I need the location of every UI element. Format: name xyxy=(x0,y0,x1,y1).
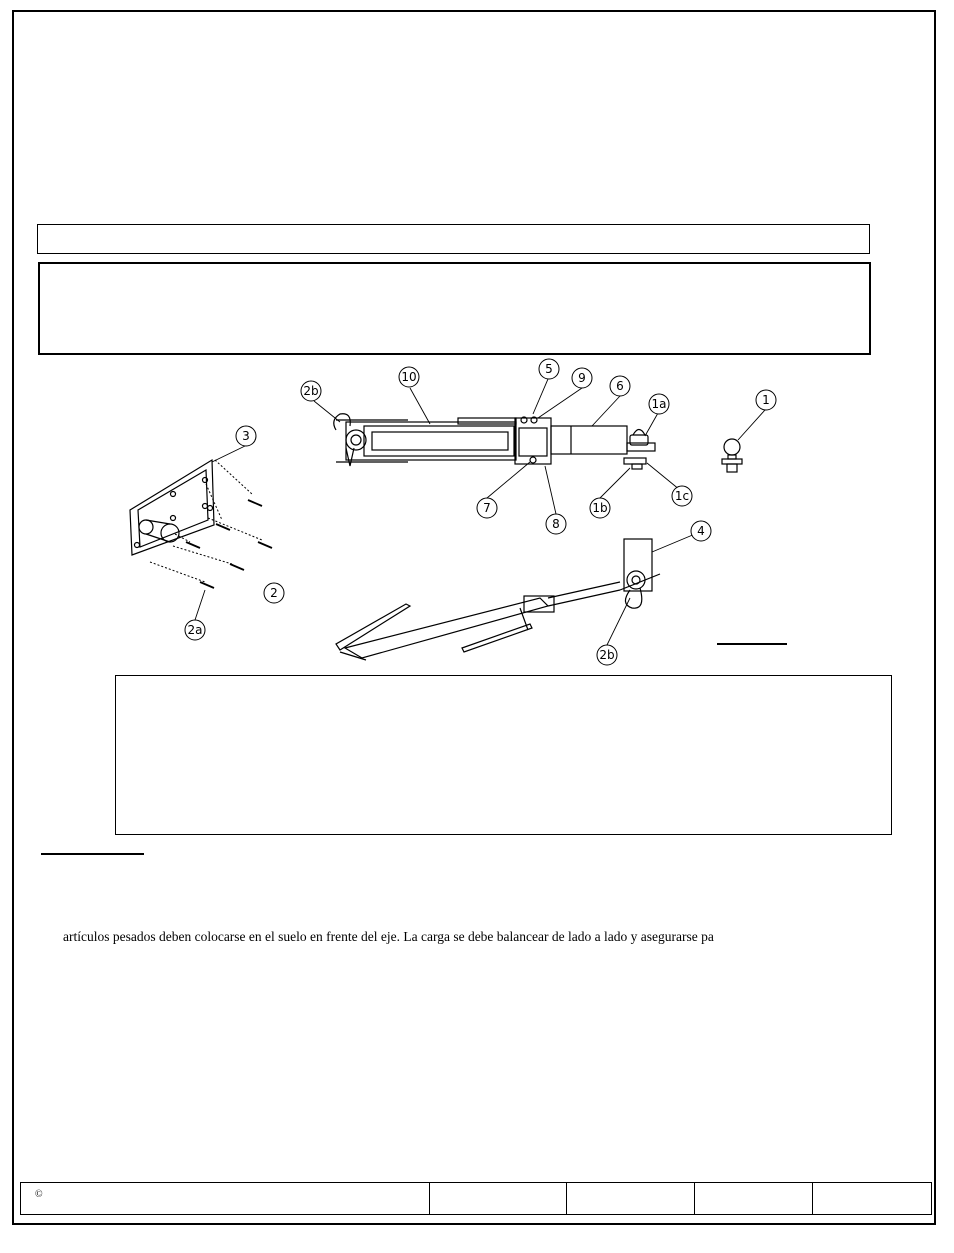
callout-1a: 1a xyxy=(651,397,667,411)
callout-2: 2 xyxy=(270,586,278,600)
callout-3: 3 xyxy=(242,429,250,443)
title-block-cell xyxy=(567,1183,695,1214)
callout-2b: 2b xyxy=(599,648,615,662)
callout-2a: 2a xyxy=(187,623,203,637)
callout-9: 9 xyxy=(578,371,586,385)
callout-7: 7 xyxy=(483,501,491,515)
title-block-cell xyxy=(430,1183,567,1214)
callout-1c: 1c xyxy=(674,489,690,503)
title-block-cell xyxy=(695,1183,813,1214)
callout-5: 5 xyxy=(545,362,553,376)
callout-6: 6 xyxy=(616,379,624,393)
title-block xyxy=(20,1182,932,1215)
callout-8: 8 xyxy=(552,517,560,531)
body-text-line: artículos pesados deben colocarse en el suelo en frente del eje. La carga se debe balancear de lado a lado y asegurarse pa xyxy=(63,929,714,944)
title-block-cell xyxy=(813,1183,931,1214)
callout-1b: 1b xyxy=(592,501,608,515)
section-heading-underline xyxy=(41,853,144,855)
diagram-underline xyxy=(717,643,787,645)
callout-4: 4 xyxy=(697,524,705,538)
callout-1: 1 xyxy=(762,393,770,407)
notes-box xyxy=(115,675,892,835)
title-block-copyright: © xyxy=(21,1183,430,1214)
callout-2b: 2b xyxy=(303,384,319,398)
callout-10: 10 xyxy=(401,370,417,384)
